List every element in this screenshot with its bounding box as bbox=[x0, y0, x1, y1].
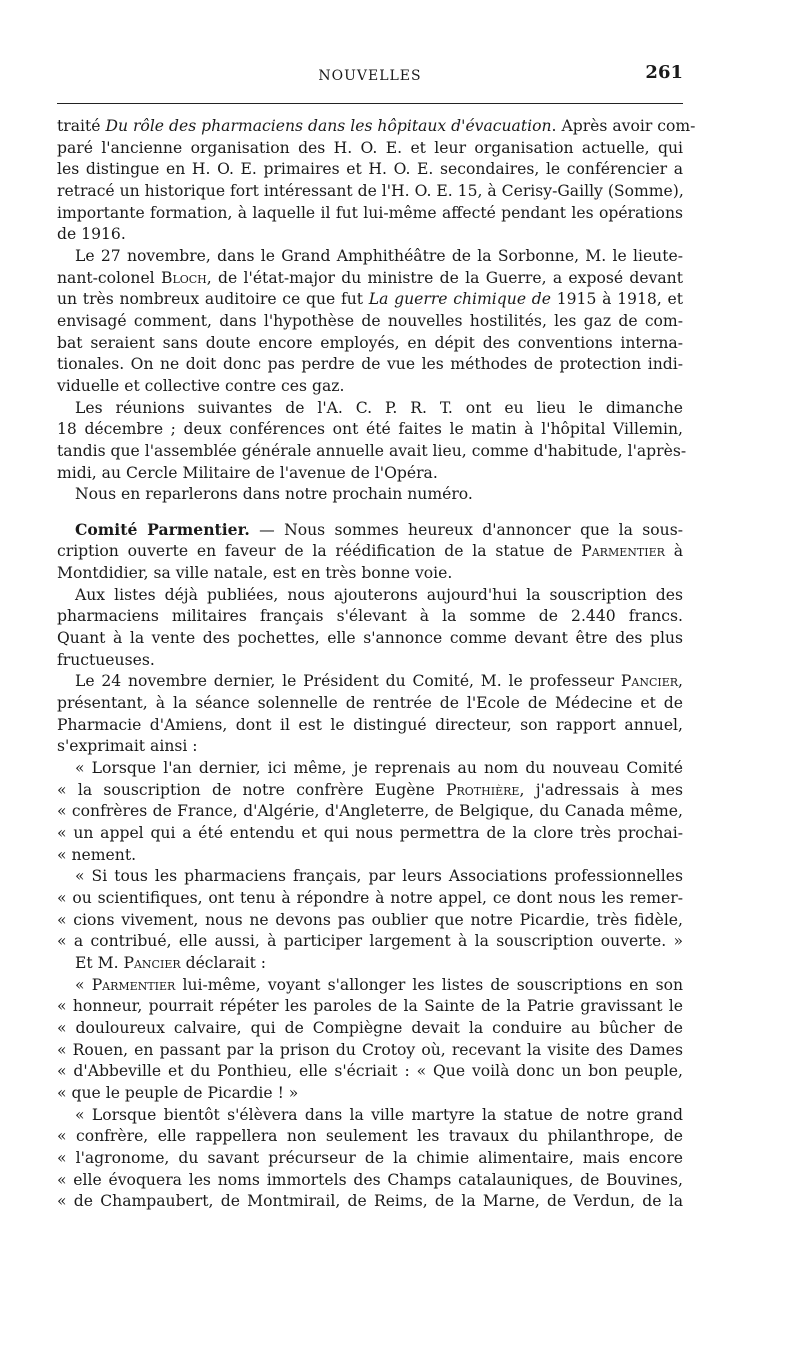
text-line: bat seraient sans doute encore employés, en dépit des conventions interna- bbox=[57, 333, 683, 352]
text-line: s'exprimait ainsi : bbox=[57, 737, 198, 756]
text-line: envisagé comment, dans l'hypothèse de nouvelles hostilités, les gaz de com- bbox=[57, 311, 683, 330]
paragraph-next-issue bbox=[57, 484, 683, 506]
text-line: « confrères de France, d'Algérie, d'Angleterre, de Belgique, du Canada même, bbox=[57, 802, 683, 821]
quote-paragraph-2 bbox=[57, 866, 683, 953]
text-line: « la souscription de notre confrère Eugène Prothière, j'adressais à mes bbox=[57, 780, 683, 799]
text-line: midi, au Cercle Militaire de l'avenue de l'Opéra. bbox=[57, 463, 438, 482]
text-line: « nement. bbox=[57, 845, 137, 864]
paragraph-pancier-declared bbox=[57, 953, 683, 975]
text-line: 18 décembre ; deux conférences ont été faites le matin à l'hôpital Villemin, bbox=[57, 420, 683, 439]
text-line: Comité Parmentier. — Nous sommes heureux d'annoncer que la sous- bbox=[75, 519, 683, 539]
article-body bbox=[57, 116, 696, 1213]
text-line: cription ouverte en faveur de la réédification de la statue de Parmentier à bbox=[57, 542, 683, 561]
text-line: paré l'ancienne organisation des H. O. E. et leur organisation actuelle, qui bbox=[57, 138, 683, 157]
text-line: de 1916. bbox=[57, 225, 126, 244]
text-line: les distingue en H. O. E. primaires et H. O. E. secondaires, le conférencier a bbox=[57, 160, 683, 179]
quote-paragraph-4 bbox=[57, 1105, 683, 1213]
text-line: Nous en reparlerons dans notre prochain numéro. bbox=[75, 485, 473, 504]
text-line: « Lorsque bientôt s'élèvera dans la ville martyre la statue de notre grand bbox=[75, 1105, 683, 1124]
text-line: « confrère, elle rappellera non seulement les travaux du philanthrope, de bbox=[57, 1127, 683, 1146]
paragraph-pancier-report bbox=[57, 671, 683, 758]
text-line: « elle évoquera les noms immortels des Champs catalauniques, de Bouvines, bbox=[57, 1170, 683, 1189]
paragraph-hoe-lecture bbox=[57, 116, 696, 246]
text-line: « Rouen, en passant par la prison du Crotoy où, recevant la visite des Dames bbox=[57, 1040, 683, 1059]
text-line: Montdidier, sa ville natale, est en très bonne voie. bbox=[57, 564, 453, 583]
section-gap bbox=[57, 506, 683, 519]
text-line: Pharmacie d'Amiens, dont il est le distingué directeur, son rapport annuel, bbox=[57, 715, 683, 734]
paragraph-sorbonne-lecture bbox=[57, 246, 683, 398]
running-title: NOUVELLES bbox=[318, 68, 422, 84]
paragraph-comite-parmentier bbox=[57, 519, 683, 585]
text-line: « un appel qui a été entendu et qui nous permettra de la clore très prochai- bbox=[57, 824, 683, 842]
text-line: « douloureux calvaire, qui de Compiègne devait la conduire au bûcher de bbox=[57, 1018, 683, 1037]
text-line: « ou scientifiques, ont tenu à répondre à notre appel, ce dont nous les remer- bbox=[57, 888, 683, 907]
text-line: « Si tous les pharmaciens français, par leurs Associations professionnelles bbox=[75, 867, 683, 886]
text-line: présentant, à la séance solennelle de rentrée de l'Ecole de Médecine et de bbox=[57, 694, 683, 713]
text-line: « cions vivement, nous ne devons pas oublier que notre Picardie, très fidèle, bbox=[57, 910, 683, 929]
text-line: « Lorsque l'an dernier, ici même, je reprenais au nom du nouveau Comité bbox=[75, 759, 683, 778]
text-line: « Parmentier lui-même, voyant s'allonger les listes de souscriptions en son bbox=[75, 975, 684, 994]
text-line: importante formation, à laquelle il fut lui-même affecté pendant les opérations bbox=[57, 203, 683, 222]
text-line: Le 24 novembre dernier, le Président du Comité, M. le professeur Pancier, bbox=[75, 672, 683, 691]
page-number: 261 bbox=[645, 62, 683, 83]
text-line: tandis que l'assemblée générale annuelle avait lieu, comme d'habitude, l'après- bbox=[57, 441, 687, 460]
text-line: « de Champaubert, de Montmirail, de Reims, de la Marne, de Verdun, de la bbox=[57, 1192, 683, 1211]
text-line: Et M. Pancier déclarait : bbox=[75, 953, 267, 972]
text-line: « d'Abbeville et du Ponthieu, elle s'écriait : « Que voilà donc un bon peuple, bbox=[57, 1062, 683, 1081]
quote-paragraph-3 bbox=[57, 975, 683, 1105]
text-line: Quant à la vente des pochettes, elle s'annonce comme devant être des plus bbox=[57, 629, 683, 648]
text-line: Aux listes déjà publiées, nous ajouterons aujourd'hui la souscription des bbox=[75, 585, 683, 604]
text-line: un très nombreux auditoire ce que fut La guerre chimique de 1915 à 1918, et bbox=[57, 290, 683, 309]
text-line: « honneur, pourrait répéter les paroles de la Sainte de la Patrie gravissant le bbox=[57, 997, 683, 1016]
text-line: « que le peuple de Picardie ! » bbox=[57, 1083, 299, 1102]
text-line: pharmaciens militaires français s'élevant à la somme de 2.440 francs. bbox=[57, 607, 683, 626]
text-line: tionales. On ne doit donc pas perdre de vue les méthodes de protection indi- bbox=[57, 355, 683, 374]
text-line: traité Du rôle des pharmaciens dans les hôpitaux d'évacuation. Après avoir com- bbox=[57, 117, 696, 135]
text-line: « a contribué, elle aussi, à participer largement à la souscription ouverte. » bbox=[57, 932, 683, 951]
text-line: nant-colonel Bloch, de l'état-major du ministre de la Guerre, a exposé devant bbox=[57, 268, 683, 287]
text-line: viduelle et collective contre ces gaz. bbox=[57, 376, 345, 395]
text-line: « l'agronome, du savant précurseur de la chimie alimentaire, mais encore bbox=[57, 1148, 683, 1167]
page-header bbox=[57, 60, 683, 90]
paragraph-subscriptions bbox=[57, 585, 683, 672]
text-line: fructueuses. bbox=[57, 650, 155, 669]
text-line: Les réunions suivantes de l'A. C. P. R. T. ont eu lieu le dimanche bbox=[75, 398, 683, 417]
paragraph-acprt-meetings bbox=[57, 398, 687, 485]
header-rule bbox=[57, 103, 683, 104]
text-line: retracé un historique fort intéressant de l'H. O. E. 15, à Cerisy-Gailly (Somme), bbox=[57, 181, 684, 200]
quote-paragraph-1 bbox=[57, 758, 683, 866]
text-line: Le 27 novembre, dans le Grand Amphithéâtre de la Sorbonne, M. le lieute- bbox=[75, 246, 683, 265]
